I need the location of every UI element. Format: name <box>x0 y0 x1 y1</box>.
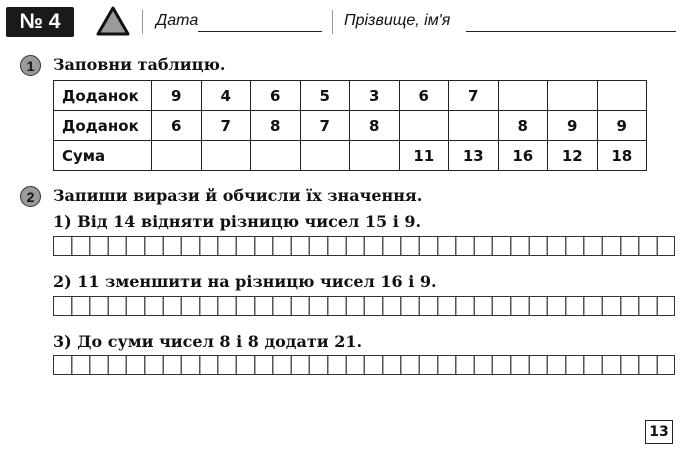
task-1-number: 1 <box>20 55 41 76</box>
value-cell: 13 <box>449 141 499 171</box>
answer-cell[interactable] <box>498 81 548 111</box>
table-row <box>54 81 647 111</box>
answer-grid-1[interactable] <box>53 236 675 256</box>
value-cell: 8 <box>251 111 301 141</box>
task-2-item-3: 3) До суми чисел 8 і 8 додати 21. <box>53 332 363 351</box>
value-cell: 3 <box>350 81 400 111</box>
answer-cell[interactable] <box>597 81 647 111</box>
value-cell: 11 <box>399 141 449 171</box>
answer-cell[interactable] <box>152 141 202 171</box>
value-cell: 5 <box>300 81 350 111</box>
date-label: Дата <box>156 12 199 29</box>
triangle-level-icon <box>96 6 130 36</box>
row-label: Доданок <box>54 81 152 111</box>
value-cell: 9 <box>597 111 647 141</box>
value-cell: 6 <box>399 81 449 111</box>
task-2-number: 2 <box>20 186 41 207</box>
value-cell: 9 <box>548 111 598 141</box>
value-cell: 6 <box>152 111 202 141</box>
value-cell: 9 <box>152 81 202 111</box>
answer-cell[interactable] <box>251 141 301 171</box>
exercise-number-badge: № 4 <box>6 7 74 37</box>
value-cell: 8 <box>498 111 548 141</box>
addition-table <box>53 80 647 171</box>
task-2-title: Запиши вирази й обчисли їх значення. <box>53 186 423 205</box>
name-field[interactable] <box>466 31 676 32</box>
table-row <box>54 111 647 141</box>
page-number: 13 <box>645 420 673 444</box>
value-cell: 7 <box>201 111 251 141</box>
answer-cell[interactable] <box>201 141 251 171</box>
table-row <box>54 141 647 171</box>
row-label: Доданок <box>54 111 152 141</box>
row-label: Сума <box>54 141 152 171</box>
header-divider <box>332 10 333 34</box>
value-cell: 18 <box>597 141 647 171</box>
answer-cell[interactable] <box>300 141 350 171</box>
task-1-title: Заповни таблицю. <box>53 55 226 74</box>
value-cell: 12 <box>548 141 598 171</box>
date-field[interactable] <box>198 31 322 32</box>
task-2-item-1: 1) Від 14 відняти різницю чисел 15 і 9. <box>53 212 422 231</box>
answer-grid-3[interactable] <box>53 355 675 375</box>
value-cell: 7 <box>449 81 499 111</box>
value-cell: 8 <box>350 111 400 141</box>
answer-cell[interactable] <box>350 141 400 171</box>
answer-cell[interactable] <box>399 111 449 141</box>
value-cell: 4 <box>201 81 251 111</box>
name-label: Прізвище, ім'я <box>344 12 451 29</box>
answer-cell[interactable] <box>548 81 598 111</box>
header-divider <box>142 10 143 34</box>
value-cell: 6 <box>251 81 301 111</box>
value-cell: 7 <box>300 111 350 141</box>
task-2-item-2: 2) 11 зменшити на різницю чисел 16 і 9. <box>53 272 437 291</box>
answer-cell[interactable] <box>449 111 499 141</box>
answer-grid-2[interactable] <box>53 296 675 316</box>
value-cell: 16 <box>498 141 548 171</box>
